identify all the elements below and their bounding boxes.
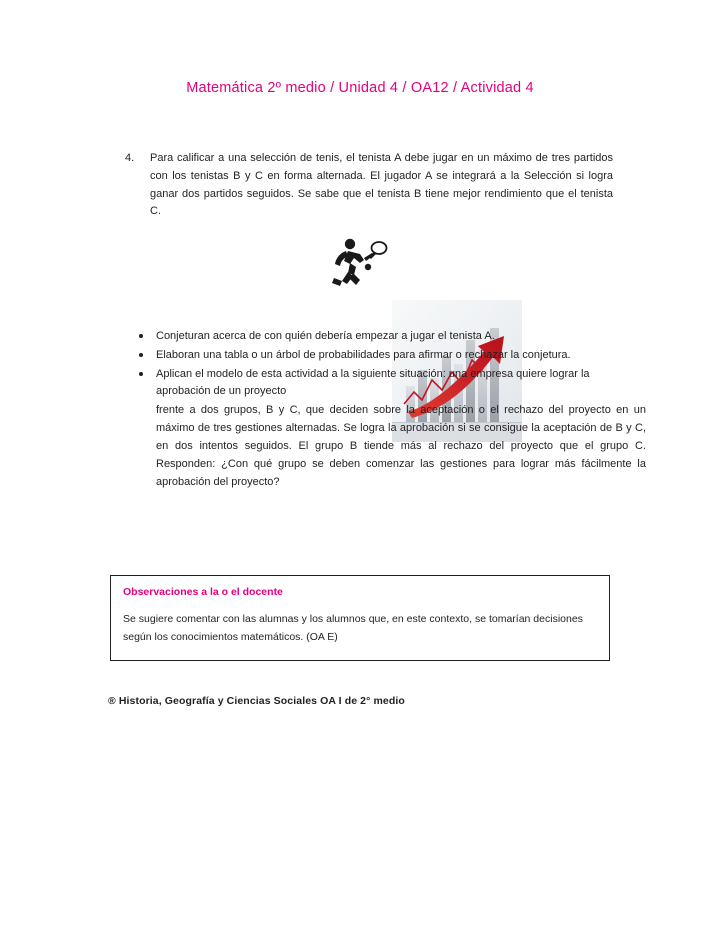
footer-note: ® Historia, Geografía y Ciencias Sociales OA I de 2° medio <box>108 695 405 707</box>
page-title: Matemática 2º medio / Unidad 4 / OA12 / Actividad 4 <box>186 80 534 96</box>
bullet-continuation-text: frente a dos grupos, B y C, que deciden sobre la aceptación o el rechazo del proyecto en un máximo de tres gestiones alternadas. Se logra la aprobación si se consigue la aceptación de B y C, en dos intentos seguidos. El grupo B tiende más al rechazo del proyecto que el grupo C. Responden: ¿Con qué grupo se deben comenzar las gestiones para lograr más fácilmente la aprobación del proyecto? <box>156 404 646 488</box>
observations-text: Se sugiere comentar con las alumnas y los alumnos que, en este contexto, se tomarían decisiones según los conocimientos matemáticos. (OA E) <box>123 613 583 644</box>
bullet-list <box>130 328 646 491</box>
tennis-player-icon <box>320 234 400 296</box>
activity-number: 4. <box>125 152 135 164</box>
list-item: Aplican el modelo de esta actividad a la siguiente situación: una empresa quiere lograr la aprobación de un proyecto <box>130 366 590 402</box>
activity-text: Para calificar a una selección de tenis, el tenista A debe jugar en un máximo de tres partidos con los tenistas B y C en forma alternada. El jugador A se integrará a la Selección si logra ganar dos partidos seguidos. Se sabe que el tenista B tiene mejor rendimiento que el tenista C. <box>150 152 613 218</box>
list-item: Conjeturan acerca de con quién debería empezar a jugar el tenista A. <box>130 328 590 346</box>
list-item: Elaboran una tabla o un árbol de probabilidades para afirmar o rechazar la conjetura. <box>130 347 590 365</box>
teacher-observations-box <box>110 575 610 661</box>
activity-item <box>108 150 613 221</box>
observations-title: Observaciones a la o el docente <box>123 586 283 598</box>
document-content <box>108 150 646 707</box>
